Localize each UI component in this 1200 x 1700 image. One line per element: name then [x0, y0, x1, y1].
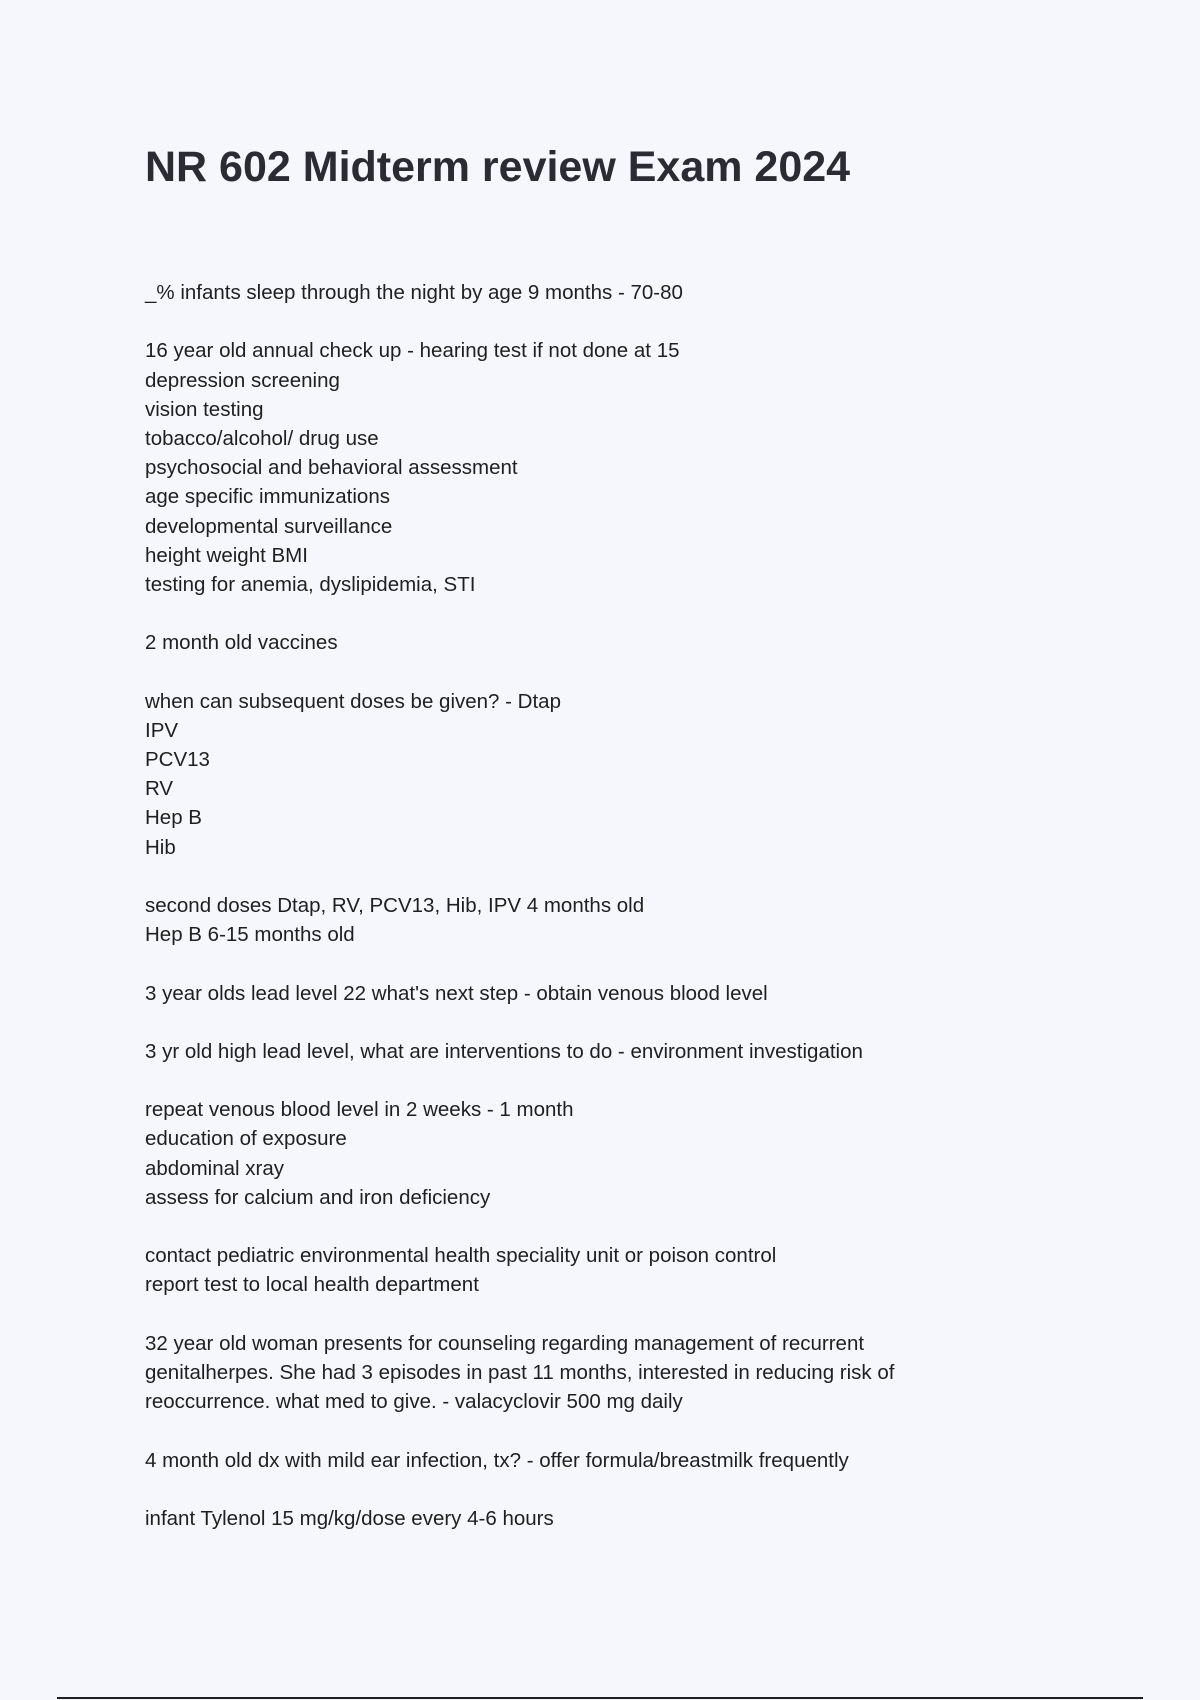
text-line: when can subsequent doses be given? - Dtap	[145, 689, 561, 713]
text-line: _% infants sleep through the night by age 9 months - 70-80	[145, 281, 683, 304]
text-block	[145, 278, 1045, 307]
text-line: Hep B	[145, 806, 202, 830]
text-block	[145, 687, 1045, 862]
text-line: 3 yr old high lead level, what are interventions to do - environment investigation	[145, 1039, 863, 1063]
text-line: IPV	[145, 718, 179, 742]
text-line: psychosocial and behavioral assessment	[145, 456, 518, 480]
text-line: tobacco/alcohol/ drug use	[145, 426, 379, 450]
text-block	[145, 1095, 1045, 1212]
document-content	[145, 278, 1045, 1562]
text-block	[145, 1241, 1045, 1299]
text-line: testing for anemia, dyslipidemia, STI	[145, 572, 476, 596]
text-line: abdominal xray	[145, 1156, 285, 1180]
text-line: 16 year old annual check up - hearing test if not done at 15	[145, 339, 680, 363]
text-line: age specific immunizations	[145, 485, 390, 509]
text-line: PCV13	[145, 748, 210, 771]
text-block	[145, 1446, 1045, 1475]
text-block	[145, 979, 1045, 1008]
text-block	[145, 336, 1045, 599]
text-line: education of exposure	[145, 1127, 347, 1151]
text-line: 2 month old vaccines	[145, 631, 338, 655]
text-line: Hep B 6-15 months old	[145, 923, 355, 947]
text-line: 3 year olds lead level 22 what's next step - obtain venous blood level	[145, 981, 768, 1005]
text-line: Hib	[145, 835, 176, 859]
text-block	[145, 1329, 1045, 1417]
text-block	[145, 1504, 1045, 1533]
text-line: report test to local health department	[145, 1273, 479, 1297]
bottom-divider	[57, 1697, 1143, 1699]
text-line: 4 month old dx with mild ear infection, tx? - offer formula/breastmilk frequently	[145, 1448, 849, 1472]
text-line: depression screening	[145, 368, 340, 392]
text-line: 32 year old woman presents for counseling regarding management of recurrent	[145, 1331, 865, 1355]
text-line: genitalherpes. She had 3 episodes in past 11 months, interested in reducing risk of	[145, 1360, 895, 1384]
text-line: reoccurrence. what med to give. - valacyclovir 500 mg daily	[145, 1390, 683, 1414]
text-line: height weight BMI	[145, 543, 308, 567]
page-title: NR 602 Midterm review Exam 2024	[145, 143, 851, 191]
text-block	[145, 628, 1045, 657]
text-block	[145, 1037, 1045, 1066]
text-block	[145, 891, 1045, 949]
text-line: developmental surveillance	[145, 514, 393, 538]
text-line: vision testing	[145, 397, 264, 421]
text-line: RV	[145, 777, 174, 801]
text-line: repeat venous blood level in 2 weeks - 1 month	[145, 1098, 574, 1122]
text-line: infant Tylenol 15 mg/kg/dose every 4-6 hours	[145, 1506, 554, 1530]
text-line: contact pediatric environmental health speciality unit or poison control	[145, 1244, 777, 1268]
text-line: assess for calcium and iron deficiency	[145, 1185, 491, 1209]
text-line: second doses Dtap, RV, PCV13, Hib, IPV 4 months old	[145, 893, 645, 917]
